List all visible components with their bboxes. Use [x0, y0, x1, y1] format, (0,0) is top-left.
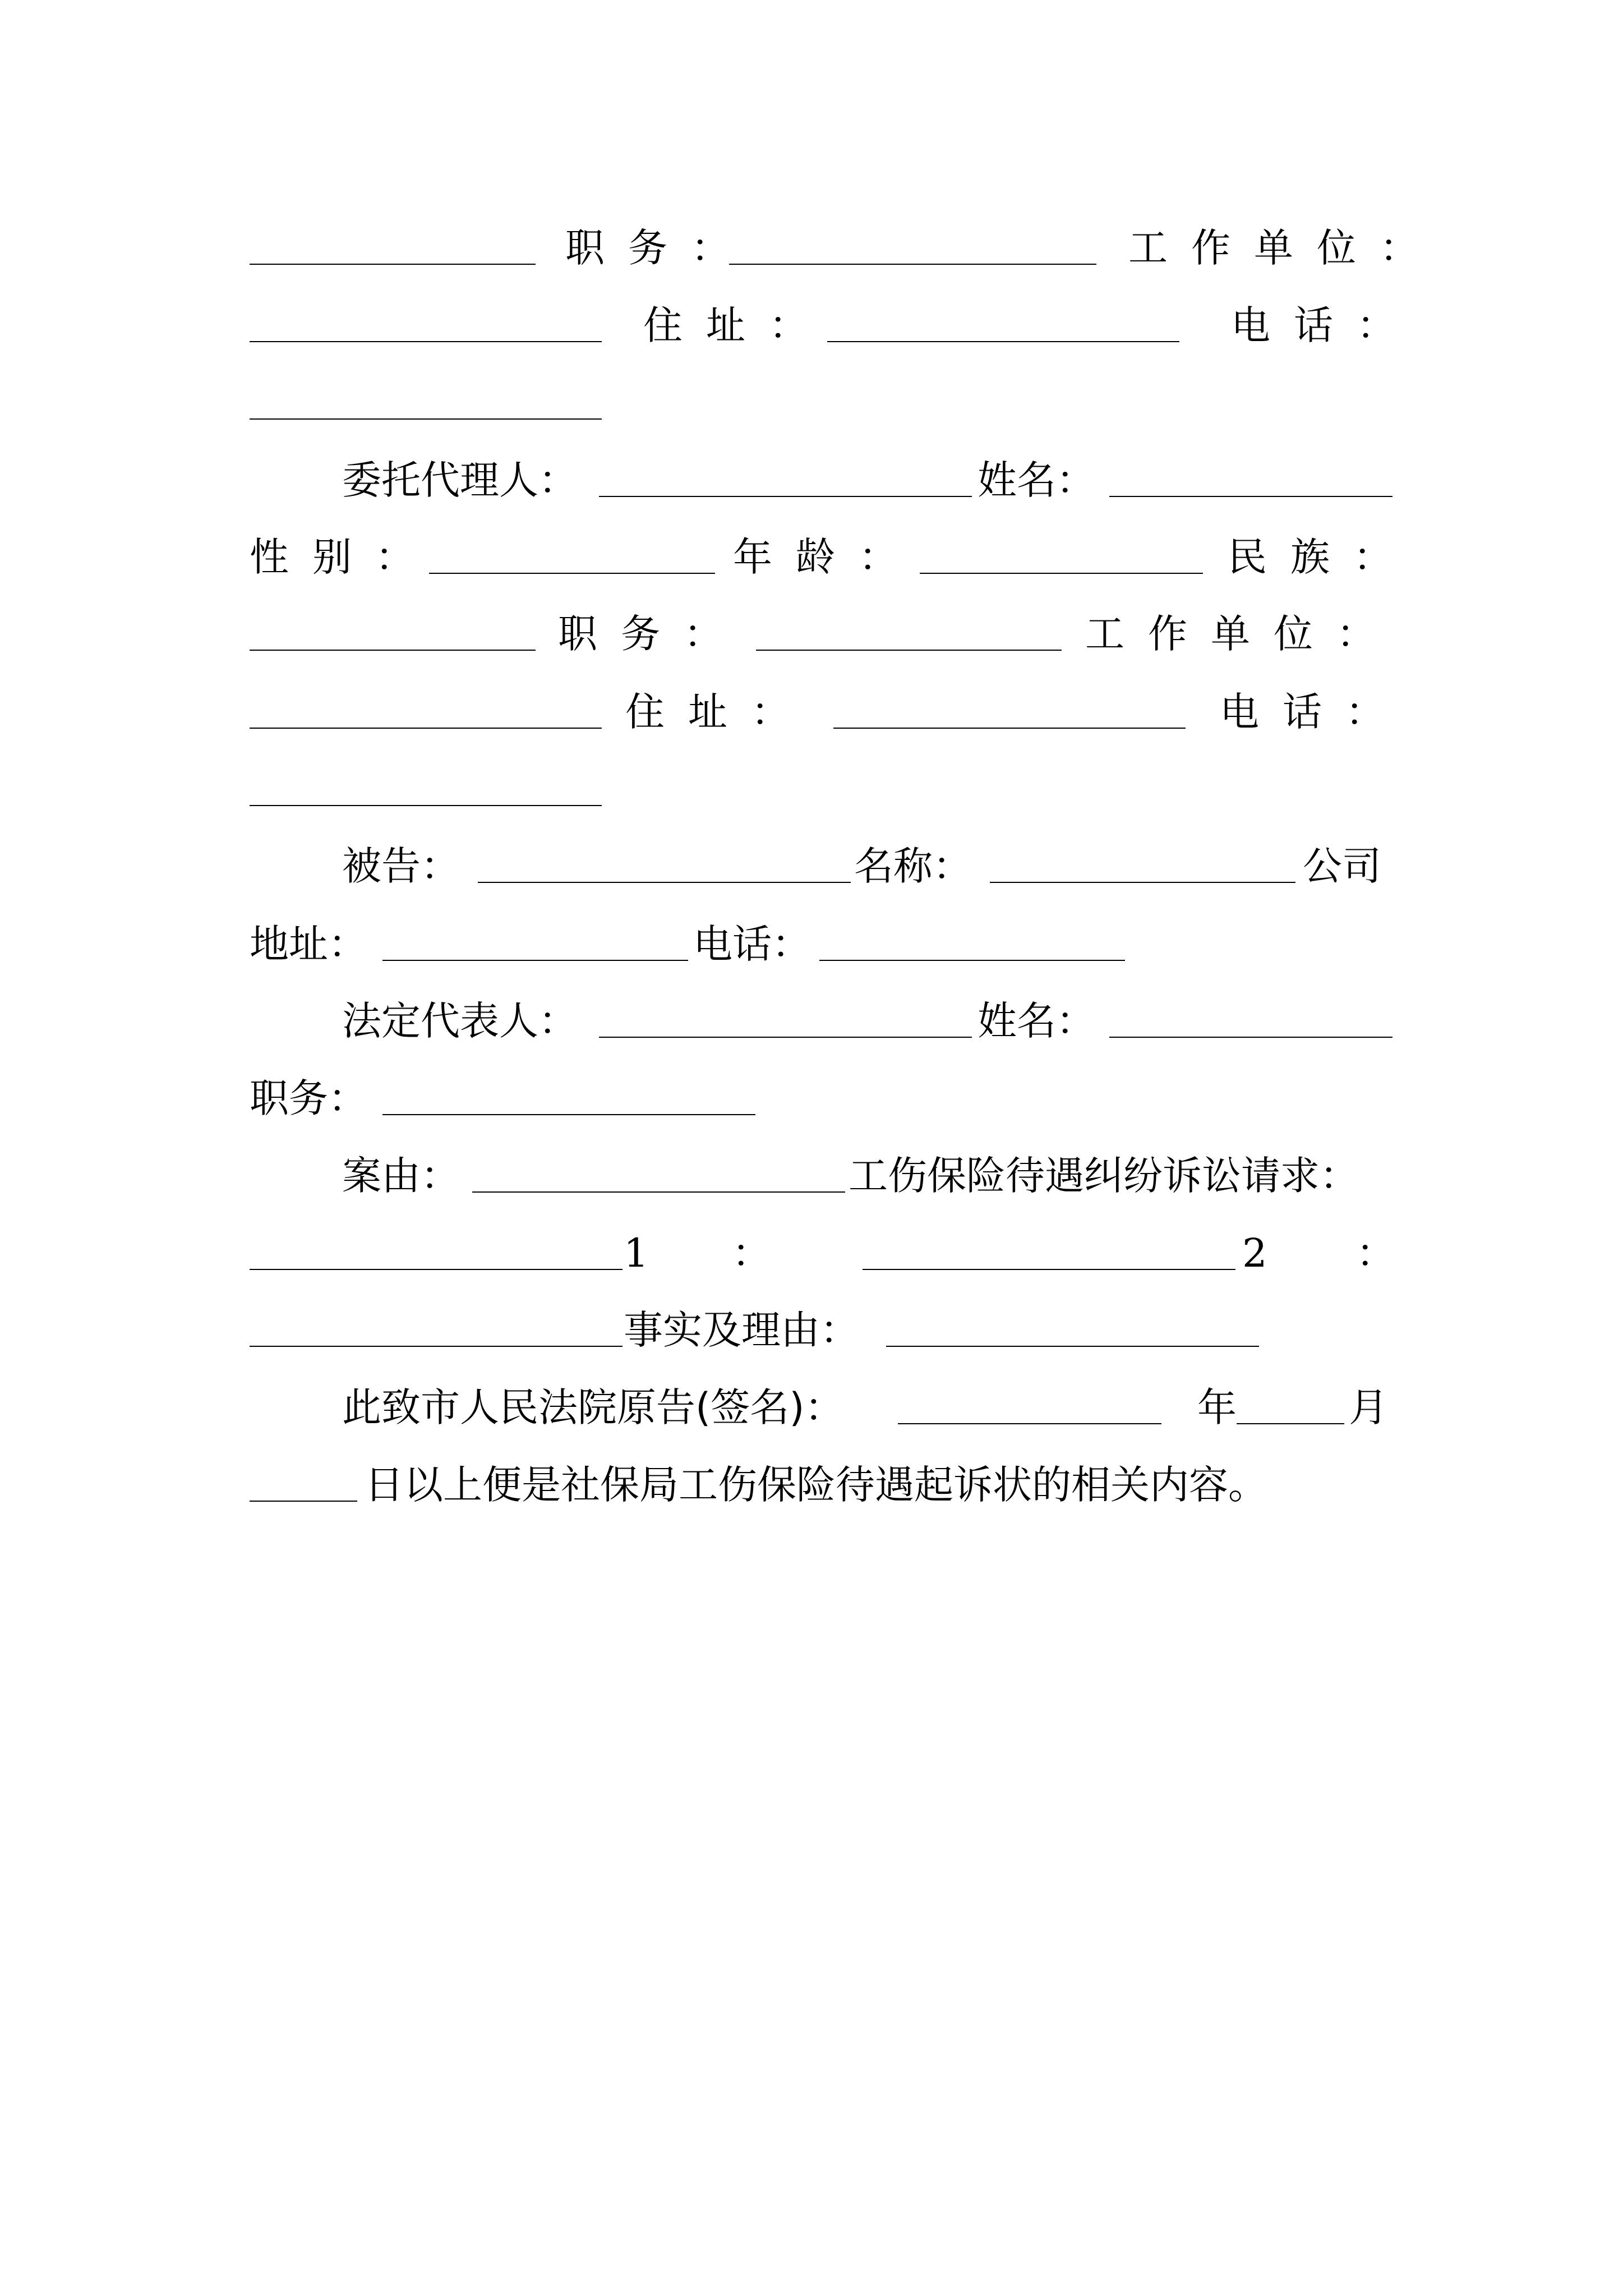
item-number: 1 [624, 1230, 649, 1276]
fill-in-blank-line[interactable] [819, 960, 1125, 961]
document-line [250, 220, 1442, 276]
fill-in-blank-line[interactable] [429, 573, 715, 574]
document-line [250, 452, 1374, 508]
fill-in-blank-line[interactable] [250, 728, 602, 729]
document-line [250, 684, 1408, 740]
field-label: 住址： [625, 689, 814, 735]
field-label: 工作单位： [1085, 611, 1399, 657]
fill-in-blank-line[interactable] [756, 650, 1062, 651]
document-line [250, 916, 1374, 972]
field-label: 名称： [854, 843, 972, 889]
field-label: ： [1356, 1230, 1395, 1276]
field-label: 电话： [693, 921, 811, 967]
field-label: 民族： [1228, 534, 1416, 580]
document-line [250, 1379, 1388, 1435]
field-label: 电话： [1231, 302, 1419, 348]
fill-in-blank-line[interactable] [250, 418, 602, 420]
fill-in-blank-line[interactable] [729, 264, 1096, 265]
field-label: 日以上便是社保局工伤保险待遇起诉状的相关内容。 [365, 1462, 1267, 1508]
fill-in-blank-line[interactable] [250, 805, 602, 806]
field-label: 姓名： [978, 457, 1095, 503]
field-label: 性别： [250, 534, 438, 580]
fill-in-blank-line[interactable] [382, 960, 688, 961]
fill-in-blank-line[interactable] [250, 1346, 623, 1347]
fill-in-blank-line[interactable] [827, 341, 1179, 342]
field-label: 工作单位： [1128, 225, 1442, 271]
field-label: 电话： [1220, 689, 1408, 735]
fill-in-blank-line[interactable] [833, 728, 1186, 729]
document-line [250, 761, 1374, 817]
fill-in-blank-line[interactable] [599, 1037, 972, 1038]
document-line [250, 1457, 1374, 1513]
document-line [250, 993, 1374, 1049]
document-line [250, 375, 1374, 431]
field-label: 姓名： [978, 998, 1095, 1044]
field-label: 年龄： [733, 534, 921, 580]
fill-in-blank-line[interactable] [1237, 1423, 1344, 1424]
fill-in-blank-line[interactable] [250, 264, 536, 265]
fill-in-blank-line[interactable] [990, 882, 1295, 883]
field-label: 案由： [342, 1153, 460, 1199]
field-label: 法定代表人： [342, 998, 578, 1044]
fill-in-blank-line[interactable] [1109, 496, 1393, 497]
field-label: 月 [1349, 1384, 1388, 1430]
field-label: 被告： [342, 843, 460, 889]
item-number: 2 [1242, 1230, 1267, 1276]
document-line [250, 529, 1416, 585]
field-label: 住址： [643, 302, 832, 348]
document-line [250, 1070, 1374, 1126]
fill-in-blank-line[interactable] [472, 1191, 845, 1193]
field-label: 事实及理由： [624, 1307, 859, 1353]
fill-in-blank-line[interactable] [863, 1269, 1235, 1270]
field-label: 此致市人民法院原告(签名)： [342, 1384, 844, 1430]
field-label: 职务： [558, 611, 746, 657]
field-label: ： [732, 1230, 771, 1276]
document-line [250, 297, 1419, 353]
document-line [250, 838, 1381, 894]
field-label: 职务： [565, 225, 754, 271]
field-label: 年 [1197, 1384, 1237, 1430]
document-line [250, 1302, 1374, 1358]
field-label: 职务： [250, 1075, 367, 1121]
fill-in-blank-line[interactable] [599, 496, 972, 497]
field-label: 委托代理人： [342, 457, 578, 503]
document-line [250, 606, 1399, 662]
fill-in-blank-line[interactable] [250, 341, 602, 342]
fill-in-blank-line[interactable] [250, 650, 536, 651]
fill-in-blank-line[interactable] [886, 1346, 1259, 1347]
fill-in-blank-line[interactable] [898, 1423, 1161, 1424]
fill-in-blank-line[interactable] [1109, 1037, 1393, 1038]
field-label: 工伤保险待遇纠纷诉讼请求： [849, 1153, 1359, 1199]
field-label: 公司 [1303, 843, 1381, 889]
fill-in-blank-line[interactable] [250, 1501, 357, 1502]
document-line [250, 1225, 1395, 1281]
field-label: 地址： [250, 921, 367, 967]
fill-in-blank-line[interactable] [382, 1114, 755, 1115]
fill-in-blank-line[interactable] [250, 1269, 623, 1270]
document-line [250, 1148, 1374, 1204]
fill-in-blank-line[interactable] [478, 882, 851, 883]
fill-in-blank-line[interactable] [920, 573, 1203, 574]
